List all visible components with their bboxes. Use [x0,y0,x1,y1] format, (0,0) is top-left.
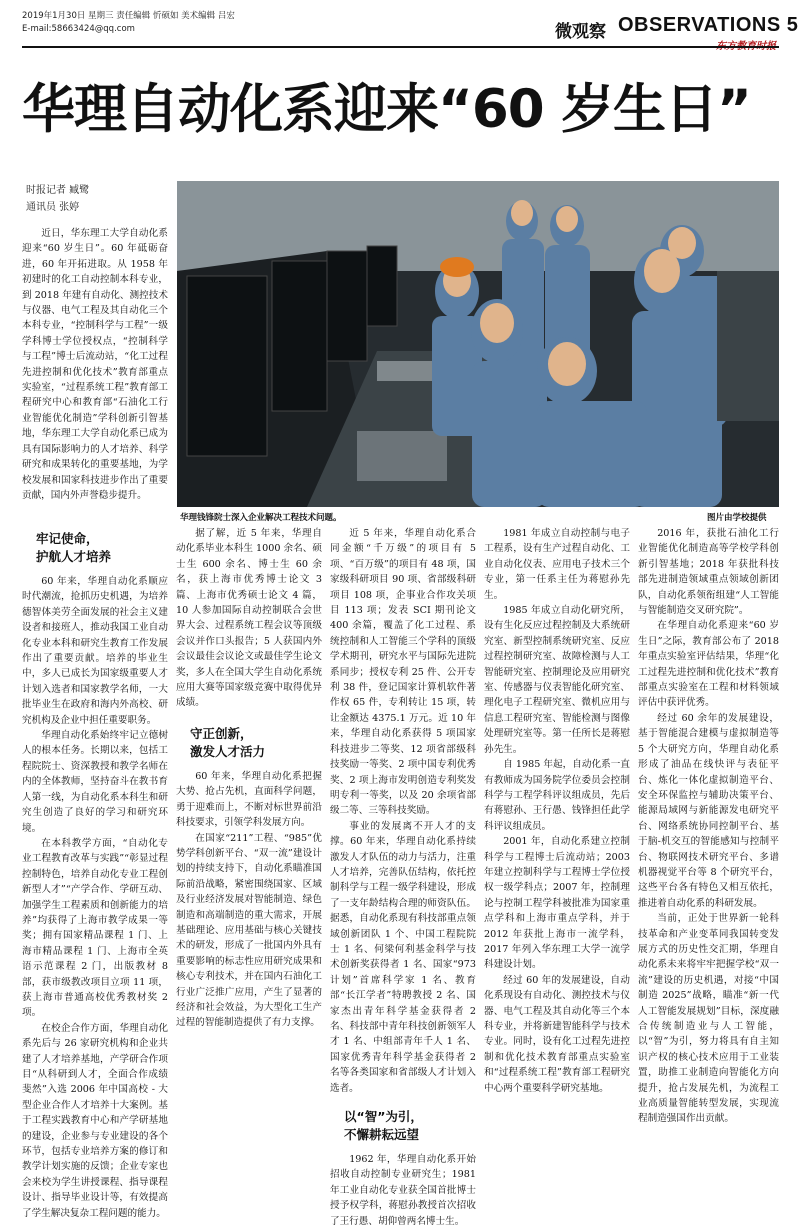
paragraph: 60 年来，华理自动化系顺应时代潮流，抢抓历史机遇，为培养德智体美劳全面发展的社会主义建设者和接班人，推动我国工业自动化专业本科和研究生教育工作发展作出了重要贡献。培养的毕业生中，多人已成长为国家级重要人才计划入选者和国家教学名师，一大批毕业生在政府和海内外高校、研究机构及企业中担任重要职务。 [22,576,168,726]
column-1 [22,524,168,1219]
paragraph: 自 1985 年起，自动化系一直有教师成为国务院学位委员会控制科学与工程学科评议组成员，先后有蒋慰孙、王行愚、钱锋担任此学科评议组成员。 [484,759,630,832]
page-label: OBSERVATIONS 5 [618,14,799,36]
section-2-heading-line1: 守正创新， [190,725,253,741]
headline: 华理自动化系迎来“60 岁生日” [22,79,751,140]
header-rule [22,46,779,48]
email: E-mail:58663424@qq.com [22,24,135,34]
column-5 [638,526,779,1152]
paragraph: 在国家“211”工程、“985”优势学科创新平台、“双一流”建设计划的持续支持下，自动化系瞄准国际前沿战略，紧密围绕国家、区域及行业经济发展对智能制造、绿色制造和高端制造的重大需求，开展基础理论、应用基础与核心关键技术的研发，形成了一批国内外具有重要影响的标志性应用研究成果和核心专利技术，并在国内石油化工行业广泛推广应用，产生了显著的经济和社会效益，为大型化工生产过程的智能制造提供了有力支撑。 [176,832,322,1029]
paragraph: 华理自动化系始终牢记立德树人的根本任务。长期以来，包括工程院院士、资深教授和教学名师在内的全体教师，坚持奋斗在教书育人第一线，为自动化系本科生和研究生创造了良好的学习和研究环境。 [22,730,168,834]
paragraph: 据了解，近 5 年来，华理自动化系毕业本科生 1000 余名、硕士生 600 余名、博士生 60 余名，获上海市优秀博士论文 3 篇、上海市优秀硕士论文 4 篇，10 人参加国际自动控制联合会世界大会、过程系统工程会议等顶级会议并作口头报告；5 人获国内外会议最佳会议论文或最佳学生论文奖，多人在全国大学生自动化系统应用大赛等国家级竞赛中取得优异成绩。 [176,528,322,709]
section-3-heading-line2: 不懈耕耘远望 [344,1127,420,1143]
section-2-heading [190,725,322,761]
paragraph: 1981 年成立自动控制与电子工程系，设有生产过程自动化、工业自动化仪表、应用电子技术三个专业，第一任系主任为蒋慰孙先生。 [484,528,630,601]
section-3-heading-line1: 以“智”为引， [344,1109,423,1125]
paragraph: 在校企合作方面，华理自动化系先后与 26 家研究机构和企业共建了人才培养基地，产学研合作项目“从科研到人才，全面合作成绩斐然”入选 2006 年中国高校 - 大型企业合作人才培养十大案例。基于工程实践教育中心和产学研基地的建设，企业参与专业建设的各个环节，包括专业培养方案的修订和教学计划实施的反馈；企业专家也会来校为学生讲授课程、指导课程设计、指导毕业设计等，有效提高了学生解决复杂工程问题的能力。 [22,1022,168,1219]
column-2 [176,526,322,1152]
news-photo [177,181,779,507]
paragraph: 2016 年，获批石油化工行业智能优化制造高等学校学科创新引智基地；2018 年获批科技部先进制造领域重点领域创新团队，自动化系领衔组建“人工智能与智能制造交叉研究院”。 [638,528,779,617]
paragraph: 当前，正处于世界新一轮科技革命和产业变革同我国转变发展方式的历史性交汇期，华理自动化系未来将牢牢把握学校“双一流”建设的历史机遇，对接“中国制造 2025”战略，瞄准“新一代人工智能发展规划”目标，深度融合传统制造业与人工智能，以“智”为引，努力将具有自主知识产权的核心技术应用于工业装置，助推工业制造向智能化方向提升，抢占发展先机，为流程工业高质量智能转型发展，实现流程制造强国作出贡献。 [638,913,779,1125]
photo-credit: 图片由学校提供 [707,513,767,523]
byline-correspondent: 通讯员 张婷 [26,202,80,213]
paragraph: 1985 年成立自动化研究所，设有生化反应过程控制及大系统研究室、新型控制系统研究室、反应过程控制研究室、故障检测与人工智能研究室、控制理论及应用研究室、传感器与仪表智能化研究室、理化电子工程研究室、微机应用与信息工程研究室、智能检测与图像处理研究室等。第一任所长是蒋慰孙先生。 [484,605,630,755]
date-line: 2019年1月30日 星期三 责任编辑 忻硕如 美术编辑 吕宏 [22,11,235,21]
paragraph: 近 5 年来，华理自动化系合同金额“千万级”的项目有 5 项、“百万级”的项目有 48 项，国家级科研项目 90 项、省部级科研项目 108 项，企事业合作攻关项目 113 项；发表 SCI 期刊论文 400 余篇，覆盖了化工过程、系统控制和人工智能三个学科的顶级学术期刊，研究水平与国际先进院系同步；授权专利 25 件、公开专利 38 件，登记国家计算机软件著作权 65 件，专利转让 15 项，转让金额达 4375.1 万元。近 10 年来，华理自动化系获得 5 项国家科技进步二等奖、12 项省部级科技奖励一等奖、2 项中国专利优秀奖、2 项上海市发明创造专利奖发明专利一等奖，以及 20 余项省部级二等、三等科技奖励。 [330,528,476,817]
paragraph: 2001 年，自动化系建立控制科学与工程博士后流动站；2003 年建立控制科学与工程博士学位授权一级学科点；2007 年，控制理论与控制工程学科被批准为国家重点学科和上海市重点学科，并于 2012 年获批上海市一流学科，2017 年列入华东理工大学一流学科建设计划。 [484,836,630,971]
photo-caption: 华理钱锋院士深入企业解决工程技术问题。 [180,513,342,523]
intro-column [22,226,168,516]
paragraph: 事业的发展离不开人才的支撑。60 年来，华理自动化系持续激发人才队伍的动力与活力，注重人才培养，完善队伍结构，依托控制科学与工程一级学科建设，形成了一支年龄结构合理的师资队伍。据悉，自动化系现有科技部重点领域创新团队 1 个、中国工程院院士 1 名、何梁何利基金科学与技术创新奖获得者 1 名、国家“973 计划”首席科学家 1 名、教育部“长江学者”特聘教授 2 名、国家杰出青年科学基金获得者 2 名、科技部中青年科技创新领军人才 1 名、中组部青年千人 1 名、国家优秀青年科学基金获得者 2 名等各类国家和省部级人才计划入选者。 [330,820,476,1094]
column-3 [330,526,476,1227]
paragraph: 经过 60 余年的发展建设，基于智能混合建模与虚拟制造等 5 个大研究方向，华理自动化系形成了油品在线快评与表征平台、炼化一体化虚拟制造平台、安全环保监控与辅助决策平台、能源局域网与新能源发电研究平台、网络系统协同控制平台、基于脑-机交互的智能感知与控制平台、物联网技术研究平台、多谱机器视觉平台等 8 个研究平台，这些平台各有特色又相互依托，推进着自动化系的科研发展。 [638,712,779,909]
photo-illustration [177,181,779,507]
section-1-heading-line1: 牢记使命， [36,531,99,546]
paragraph: 在华理自动化系迎来“60 岁生日”之际，教育部公布了 2018 年重点实验室评估结果，华理“化工过程先进控制和优化技术”教育部重点实验室在工程和材料领域评估中获评优秀。 [638,620,779,709]
byline-reporter: 时报记者 臧鹭 [26,185,90,196]
paragraph: 在本科教学方面，“自动化专业工程教育改革与实践”“彰显过程控制特色，培养自动化专业工程创新型人才”“产学合作、学研互动、加强学生工程素质和创新能力的培养”均获得了上海市教学成果一等奖；拥有国家精品课程 1 门、上海市精品课程 1 门、上海市全英语示范课程 2 门，出版教材 8 部，获市级教改项目立项 11 项，获上海市普通高校优秀教材奖 2 项。 [22,837,168,1019]
masthead-logo [716,37,776,52]
paragraph: 经过 60 年的发展建设，自动化系现设有自动化、测控技术与仪器、电气工程及其自动化等三个本科专业，并将新建智能科学与技术专业。同时，设有化工过程先进控制和优化技术教育部重点实验室和“过程系统工程”教育部工程研究中心两个重要科学研究基地。 [484,974,630,1094]
section-3-heading [344,1108,476,1144]
section-1-heading-line2: 护航人才培养 [36,549,112,564]
intro-paragraph: 近日，华东理工大学自动化系迎来“60 岁生日”。60 年砥砺奋进，60 年开拓进取。从 1958 年初建时的化工自动控制本科专业，到 2018 年建有自动化、测控技术与仪器、电气工程及其自动化三个本科专业，“控制科学与工程”一级学科博士学位授权点，“控制科学与工程”博士后流动站，“化工过程先进控制和优化技术”教育部重点实验室，“过程系统工程”教育部工程研究中心和教育部“石油化工行业智能优化制造”学科创新引智基地，华东理工大学自动化系已成为具有国际影响力的人才培养、科学研究和成果转化的重要基地，为学校发展和国家科技进步作出了重要贡献，国内外声誉稳步提升。 [22,228,168,501]
section-name: 微观察 [555,22,606,42]
column-4 [484,526,630,1152]
paragraph: 1962 年，华理自动化系开始招收自动控制专业研究生；1981 年工业自动化专业获全国首批博士授予权学科，蒋慰孙教授首次招收了王行愚、胡仰曾两名博士生。 [330,1154,476,1227]
section-2-heading-line2: 激发人才活力 [190,743,266,759]
section-1-heading [36,530,168,566]
paragraph: 60 年来，华理自动化系把握大势、抢占先机，直面科学问题，勇于迎难而上，不断对标世界前沿科技要求，引领学科发展方向。 [176,770,322,829]
